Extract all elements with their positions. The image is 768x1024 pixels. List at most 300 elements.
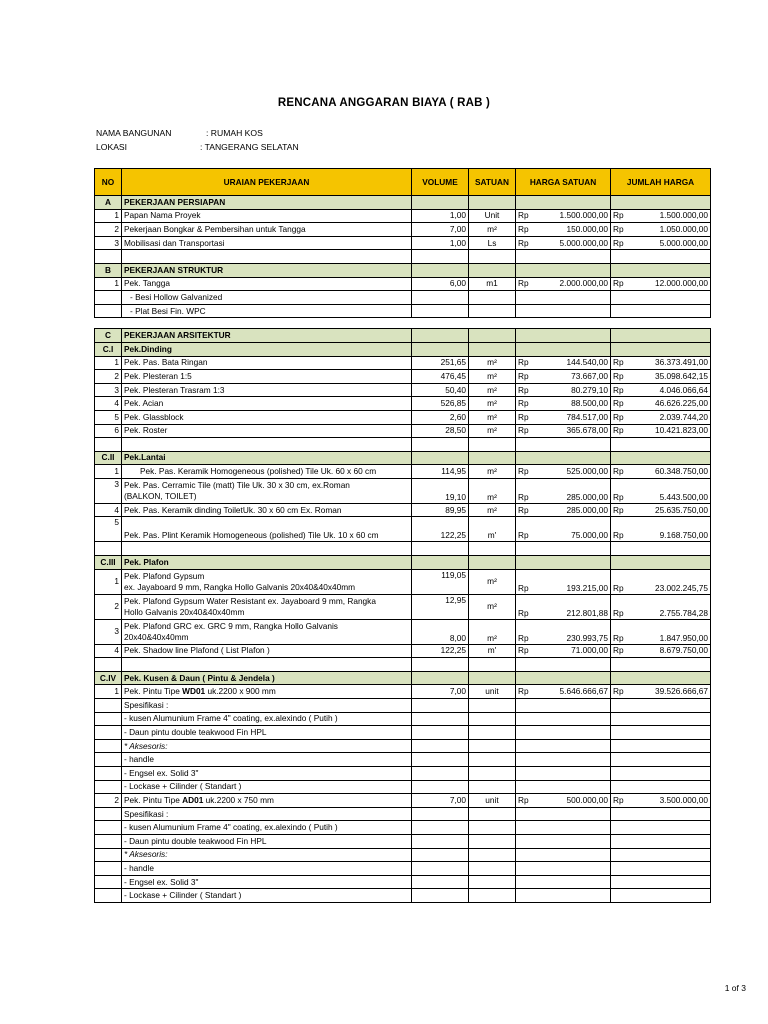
item-description-text: Pek. Plafond Gypsum bbox=[124, 570, 205, 581]
item-description-text: Papan Nama Proyek bbox=[124, 210, 201, 221]
section-row-c2 bbox=[95, 451, 711, 465]
spec-text: * Aksesoris: bbox=[122, 848, 412, 862]
empty-cell bbox=[469, 196, 516, 210]
empty-cell bbox=[469, 263, 516, 277]
item-no: 1 bbox=[95, 685, 122, 699]
empty-cell bbox=[412, 250, 469, 264]
spacer-cell bbox=[95, 318, 122, 329]
currency-label: Rp bbox=[611, 370, 626, 384]
spec-row bbox=[95, 712, 711, 726]
empty-cell bbox=[412, 862, 469, 876]
empty-cell bbox=[469, 712, 516, 726]
spec-text: - Daun pintu double teakwood Fin HPL bbox=[122, 834, 412, 848]
currency-label: Rp bbox=[611, 410, 626, 424]
section-row-c bbox=[95, 329, 711, 343]
currency-label: Rp bbox=[516, 503, 531, 517]
empty-cell bbox=[611, 821, 626, 835]
empty-cell bbox=[469, 834, 516, 848]
empty-cell bbox=[626, 699, 711, 713]
item-description-text-line2: (BALKON, TOILET) bbox=[124, 490, 197, 501]
empty-cell bbox=[516, 726, 531, 740]
empty-cell bbox=[611, 451, 711, 465]
item-volume: 1,00 bbox=[412, 236, 469, 250]
empty-cell bbox=[531, 862, 611, 876]
empty-cell bbox=[516, 291, 531, 305]
spacer-cell bbox=[611, 318, 626, 329]
empty-cell bbox=[122, 658, 412, 672]
section-no: B bbox=[95, 263, 122, 277]
item-no: 5 bbox=[95, 517, 122, 542]
item-description-text: Pek. Pas. Keramik dinding ToiletUk. 30 x 60 cm Ex. Roman bbox=[124, 504, 342, 515]
empty-cell bbox=[531, 767, 611, 781]
currency-label: Rp bbox=[516, 465, 531, 479]
currency-label: Rp bbox=[611, 517, 626, 542]
currency-label: Rp bbox=[611, 619, 626, 644]
empty-cell bbox=[516, 780, 531, 794]
empty-cell bbox=[531, 848, 611, 862]
item-description-text: Pekerjaan Bongkar & Pembersihan untuk Tangga bbox=[124, 223, 306, 234]
item-total-price: 5.000.000,00 bbox=[626, 236, 711, 250]
empty-cell bbox=[626, 780, 711, 794]
empty-cell bbox=[611, 862, 626, 876]
empty-cell bbox=[611, 196, 711, 210]
empty-cell bbox=[469, 862, 516, 876]
empty-cell bbox=[531, 821, 611, 835]
section-no: A bbox=[95, 196, 122, 210]
empty-cell bbox=[469, 250, 516, 264]
empty-cell bbox=[516, 699, 531, 713]
item-no: 4 bbox=[95, 503, 122, 517]
empty-cell bbox=[469, 291, 516, 305]
item-no: 3 bbox=[95, 236, 122, 250]
currency-label: Rp bbox=[611, 465, 626, 479]
spec-text: - Engsel ex. Solid 3" bbox=[122, 767, 412, 781]
item-row bbox=[95, 223, 711, 237]
spec-row bbox=[95, 862, 711, 876]
currency-label: Rp bbox=[516, 370, 531, 384]
empty-cell bbox=[469, 342, 516, 356]
item-description-text: Pek. Plesteran Trasram 1:3 bbox=[124, 384, 225, 395]
empty-cell bbox=[95, 699, 122, 713]
empty-cell bbox=[611, 753, 626, 767]
section-row-c4 bbox=[95, 671, 711, 685]
empty-cell bbox=[531, 780, 611, 794]
item-total-price: 3.500.000,00 bbox=[626, 794, 711, 808]
item-total-price: 1.500.000,00 bbox=[626, 209, 711, 223]
currency-label: Rp bbox=[516, 397, 531, 411]
empty-cell bbox=[469, 556, 516, 570]
empty-cell bbox=[531, 542, 611, 556]
currency-label: Rp bbox=[611, 685, 626, 699]
empty-cell bbox=[95, 862, 122, 876]
item-description-text: Pek. Roster bbox=[124, 425, 168, 436]
empty-cell bbox=[412, 821, 469, 835]
currency-label: Rp bbox=[611, 356, 626, 370]
empty-cell bbox=[95, 438, 122, 452]
header-harga-satuan: HARGA SATUAN bbox=[516, 169, 611, 196]
spacer-row bbox=[95, 318, 711, 329]
empty-cell bbox=[95, 712, 122, 726]
item-description-text: uk.2200 x 750 mm bbox=[203, 794, 274, 805]
item-row bbox=[95, 424, 711, 438]
empty-cell bbox=[531, 658, 611, 672]
item-no: 2 bbox=[95, 594, 122, 619]
empty-cell bbox=[611, 712, 626, 726]
currency-label: Rp bbox=[516, 236, 531, 250]
item-unit-price: 73.667,00 bbox=[531, 370, 611, 384]
empty-cell bbox=[626, 304, 711, 318]
empty-cell bbox=[469, 438, 516, 452]
empty-cell bbox=[412, 848, 469, 862]
empty-cell bbox=[611, 875, 626, 889]
item-description bbox=[122, 503, 412, 517]
item-no: 1 bbox=[95, 569, 122, 594]
item-no: 3 bbox=[95, 478, 122, 503]
item-row bbox=[95, 236, 711, 250]
spec-row bbox=[95, 767, 711, 781]
empty-cell bbox=[95, 821, 122, 835]
spec-text: - Plat Besi Fin. WPC bbox=[122, 304, 412, 318]
empty-cell bbox=[516, 807, 531, 821]
empty-cell bbox=[626, 807, 711, 821]
item-no: 4 bbox=[95, 397, 122, 411]
item-row bbox=[95, 410, 711, 424]
empty-cell bbox=[412, 767, 469, 781]
empty-cell bbox=[412, 542, 469, 556]
empty-cell bbox=[611, 658, 626, 672]
empty-cell bbox=[626, 739, 711, 753]
empty-cell bbox=[469, 658, 516, 672]
item-no: 5 bbox=[95, 410, 122, 424]
currency-label: Rp bbox=[611, 594, 626, 619]
spec-text: - handle bbox=[122, 862, 412, 876]
item-volume: 476,45 bbox=[412, 370, 469, 384]
empty-cell bbox=[531, 807, 611, 821]
empty-cell bbox=[611, 739, 626, 753]
item-description bbox=[122, 424, 412, 438]
blank-row bbox=[95, 542, 711, 556]
empty-cell bbox=[412, 780, 469, 794]
item-unit-price: 193.215,00 bbox=[531, 569, 611, 594]
item-description-text-line2: 20x40&40x40mm bbox=[124, 631, 189, 642]
empty-cell bbox=[626, 291, 711, 305]
currency-label: Rp bbox=[516, 594, 531, 619]
item-total-price: 1.847.950,00 bbox=[626, 619, 711, 644]
item-description-text: Pek. Pas. Cerramic Tile (matt) Tile Uk. 30 x 30 cm, ex.Roman bbox=[124, 479, 350, 490]
item-unit: m² bbox=[469, 397, 516, 411]
item-unit: unit bbox=[469, 685, 516, 699]
item-description-text: Pek. Plesteran 1:5 bbox=[124, 370, 192, 381]
door-type-code: AD01 bbox=[182, 794, 204, 805]
empty-cell bbox=[122, 438, 412, 452]
spec-row bbox=[95, 834, 711, 848]
spec-text: - Besi Hollow Galvanized bbox=[122, 291, 412, 305]
section-no: C bbox=[95, 329, 122, 343]
item-row bbox=[95, 277, 711, 291]
spec-text: Spesifikasi : bbox=[122, 699, 412, 713]
header-satuan: SATUAN bbox=[469, 169, 516, 196]
empty-cell bbox=[95, 848, 122, 862]
spec-text: - Daun pintu double teakwood Fin HPL bbox=[122, 726, 412, 740]
item-unit-price: 1.500.000,00 bbox=[531, 209, 611, 223]
item-unit: m² bbox=[469, 424, 516, 438]
spacer-cell bbox=[626, 318, 711, 329]
item-volume: 251,65 bbox=[412, 356, 469, 370]
meta-lokasi-label: LOKASI bbox=[96, 142, 128, 152]
table-header-row bbox=[95, 169, 711, 196]
empty-cell bbox=[412, 726, 469, 740]
item-unit-price: 285.000,00 bbox=[531, 478, 611, 503]
header-volume: VOLUME bbox=[412, 169, 469, 196]
section-row-c1 bbox=[95, 342, 711, 356]
item-description bbox=[122, 619, 412, 644]
currency-label: Rp bbox=[611, 236, 626, 250]
item-unit-price: 75.000,00 bbox=[531, 517, 611, 542]
item-volume: 2,60 bbox=[412, 410, 469, 424]
empty-cell bbox=[626, 848, 711, 862]
currency-label: Rp bbox=[516, 794, 531, 808]
item-total-price: 10.421.823,00 bbox=[626, 424, 711, 438]
empty-cell bbox=[626, 726, 711, 740]
item-description bbox=[122, 209, 412, 223]
empty-cell bbox=[95, 889, 122, 903]
meta-nama-bangunan bbox=[96, 128, 263, 138]
item-volume: 526,85 bbox=[412, 397, 469, 411]
item-no: 1 bbox=[95, 465, 122, 479]
item-no: 2 bbox=[95, 794, 122, 808]
item-description bbox=[122, 517, 412, 542]
item-no: 2 bbox=[95, 370, 122, 384]
item-total-price: 1.050.000,00 bbox=[626, 223, 711, 237]
section-label: PEKERJAAN ARSITEKTUR bbox=[122, 329, 412, 343]
empty-cell bbox=[626, 834, 711, 848]
empty-cell bbox=[531, 834, 611, 848]
item-volume: 122,25 bbox=[412, 644, 469, 658]
section-label: PEKERJAAN STRUKTUR bbox=[122, 263, 412, 277]
item-volume: 50,40 bbox=[412, 383, 469, 397]
empty-cell bbox=[412, 712, 469, 726]
empty-cell bbox=[516, 753, 531, 767]
item-no: 1 bbox=[95, 277, 122, 291]
spec-row bbox=[95, 726, 711, 740]
item-row bbox=[95, 370, 711, 384]
empty-cell bbox=[611, 780, 626, 794]
currency-label: Rp bbox=[611, 209, 626, 223]
empty-cell bbox=[469, 726, 516, 740]
item-no: 6 bbox=[95, 424, 122, 438]
spec-row bbox=[95, 780, 711, 794]
section-label: Pek.Dinding bbox=[122, 342, 412, 356]
item-description bbox=[122, 794, 412, 808]
item-description bbox=[122, 383, 412, 397]
empty-cell bbox=[412, 834, 469, 848]
item-total-price: 35.098.642,15 bbox=[626, 370, 711, 384]
item-unit-price: 144.540,00 bbox=[531, 356, 611, 370]
empty-cell bbox=[469, 739, 516, 753]
item-row bbox=[95, 356, 711, 370]
empty-cell bbox=[412, 739, 469, 753]
empty-cell bbox=[531, 250, 611, 264]
spec-text: - Engsel ex. Solid 3" bbox=[122, 875, 412, 889]
page-number: 1 of 3 bbox=[724, 983, 746, 993]
empty-cell bbox=[412, 875, 469, 889]
item-description-text: Mobilisasi dan Transportasi bbox=[124, 237, 225, 248]
item-unit-price: 212.801,88 bbox=[531, 594, 611, 619]
meta-lokasi-value: : TANGERANG SELATAN bbox=[200, 142, 299, 152]
blank-row bbox=[95, 250, 711, 264]
empty-cell bbox=[516, 451, 611, 465]
empty-cell bbox=[95, 542, 122, 556]
section-no: C.IV bbox=[95, 671, 122, 685]
item-no: 1 bbox=[95, 356, 122, 370]
item-description bbox=[122, 644, 412, 658]
item-volume: 114,95 bbox=[412, 465, 469, 479]
item-unit: m² bbox=[469, 370, 516, 384]
meta-lokasi bbox=[96, 142, 299, 152]
item-total-price: 25.635.750,00 bbox=[626, 503, 711, 517]
empty-cell bbox=[531, 304, 611, 318]
spec-row bbox=[95, 291, 711, 305]
section-no: C.III bbox=[95, 556, 122, 570]
spacer-cell bbox=[469, 318, 516, 329]
document-title: RENCANA ANGGARAN BIAYA ( RAB ) bbox=[277, 97, 491, 109]
spec-row bbox=[95, 821, 711, 835]
currency-label: Rp bbox=[611, 503, 626, 517]
currency-label: Rp bbox=[611, 794, 626, 808]
item-total-price: 2.755.784,28 bbox=[626, 594, 711, 619]
item-unit: m² bbox=[469, 594, 516, 619]
empty-cell bbox=[412, 753, 469, 767]
spacer-cell bbox=[122, 318, 412, 329]
item-description-text: Pek. Shadow line Plafond ( List Plafon ) bbox=[124, 645, 270, 656]
empty-cell bbox=[531, 699, 611, 713]
empty-cell bbox=[516, 329, 611, 343]
header-no: NO bbox=[95, 169, 122, 196]
empty-cell bbox=[469, 753, 516, 767]
item-volume: 28,50 bbox=[412, 424, 469, 438]
item-description-text: Pek. Glassblock bbox=[124, 411, 184, 422]
spec-row bbox=[95, 848, 711, 862]
item-total-price: 8.679.750,00 bbox=[626, 644, 711, 658]
item-unit: m² bbox=[469, 569, 516, 594]
item-description-text-line2: ex. Jayaboard 9 mm, Rangka Hollo Galvanis 20x40&40x40mm bbox=[124, 581, 356, 592]
item-unit-price: 784.517,00 bbox=[531, 410, 611, 424]
empty-cell bbox=[611, 556, 711, 570]
item-total-price: 12.000.000,00 bbox=[626, 277, 711, 291]
item-unit: m² bbox=[469, 503, 516, 517]
empty-cell bbox=[611, 438, 626, 452]
empty-cell bbox=[95, 250, 122, 264]
currency-label: Rp bbox=[516, 478, 531, 503]
currency-label: Rp bbox=[516, 424, 531, 438]
empty-cell bbox=[611, 250, 626, 264]
currency-label: Rp bbox=[611, 478, 626, 503]
currency-label: Rp bbox=[516, 277, 531, 291]
empty-cell bbox=[95, 726, 122, 740]
item-unit-price: 230.993,75 bbox=[531, 619, 611, 644]
item-total-price: 39.526.666,67 bbox=[626, 685, 711, 699]
item-unit: m² bbox=[469, 356, 516, 370]
empty-cell bbox=[469, 451, 516, 465]
item-row bbox=[95, 209, 711, 223]
item-no: 4 bbox=[95, 644, 122, 658]
empty-cell bbox=[516, 658, 531, 672]
empty-cell bbox=[516, 250, 531, 264]
item-volume: 6,00 bbox=[412, 277, 469, 291]
item-unit: m² bbox=[469, 465, 516, 479]
empty-cell bbox=[95, 304, 122, 318]
empty-cell bbox=[626, 889, 711, 903]
item-unit-price: 500.000,00 bbox=[531, 794, 611, 808]
empty-cell bbox=[516, 712, 531, 726]
item-unit: m² bbox=[469, 383, 516, 397]
item-row bbox=[95, 569, 711, 594]
item-unit: m² bbox=[469, 619, 516, 644]
meta-nama-label: NAMA BANGUNAN bbox=[96, 128, 172, 138]
empty-cell bbox=[611, 848, 626, 862]
empty-cell bbox=[516, 671, 611, 685]
empty-cell bbox=[611, 291, 626, 305]
empty-cell bbox=[516, 834, 531, 848]
empty-cell bbox=[95, 753, 122, 767]
empty-cell bbox=[611, 889, 626, 903]
empty-cell bbox=[412, 438, 469, 452]
currency-label: Rp bbox=[516, 685, 531, 699]
item-row bbox=[95, 383, 711, 397]
item-volume: 7,00 bbox=[412, 223, 469, 237]
empty-cell bbox=[469, 848, 516, 862]
item-no: 2 bbox=[95, 223, 122, 237]
empty-cell bbox=[95, 875, 122, 889]
empty-cell bbox=[626, 438, 711, 452]
empty-cell bbox=[516, 767, 531, 781]
empty-cell bbox=[469, 780, 516, 794]
item-total-price: 46.626.225,00 bbox=[626, 397, 711, 411]
section-label: PEKERJAAN PERSIAPAN bbox=[122, 196, 412, 210]
empty-cell bbox=[95, 834, 122, 848]
empty-cell bbox=[412, 807, 469, 821]
empty-cell bbox=[611, 329, 711, 343]
item-row bbox=[95, 517, 711, 542]
empty-cell bbox=[412, 671, 469, 685]
item-description bbox=[122, 478, 412, 503]
item-description-text: Pek. Pas. Plint Keramik Homogeneous (polished) Tile Uk. 10 x 60 cm bbox=[124, 530, 379, 541]
item-unit-price: 525.000,00 bbox=[531, 465, 611, 479]
empty-cell bbox=[469, 875, 516, 889]
item-unit: m' bbox=[469, 517, 516, 542]
spec-text: * Aksesoris: bbox=[122, 739, 412, 753]
spec-row bbox=[95, 699, 711, 713]
empty-cell bbox=[611, 767, 626, 781]
item-description bbox=[122, 223, 412, 237]
empty-cell bbox=[469, 671, 516, 685]
currency-label: Rp bbox=[516, 209, 531, 223]
item-total-price: 5.443.500,00 bbox=[626, 478, 711, 503]
empty-cell bbox=[531, 875, 611, 889]
empty-cell bbox=[469, 304, 516, 318]
empty-cell bbox=[516, 542, 531, 556]
header-jumlah-harga: JUMLAH HARGA bbox=[611, 169, 711, 196]
item-unit-price: 5.000.000,00 bbox=[531, 236, 611, 250]
section-row-b bbox=[95, 263, 711, 277]
section-label: Pek. Plafon bbox=[122, 556, 412, 570]
item-no: 1 bbox=[95, 209, 122, 223]
empty-cell bbox=[122, 542, 412, 556]
empty-cell bbox=[516, 889, 531, 903]
item-description bbox=[122, 356, 412, 370]
empty-cell bbox=[95, 807, 122, 821]
spacer-cell bbox=[516, 318, 531, 329]
